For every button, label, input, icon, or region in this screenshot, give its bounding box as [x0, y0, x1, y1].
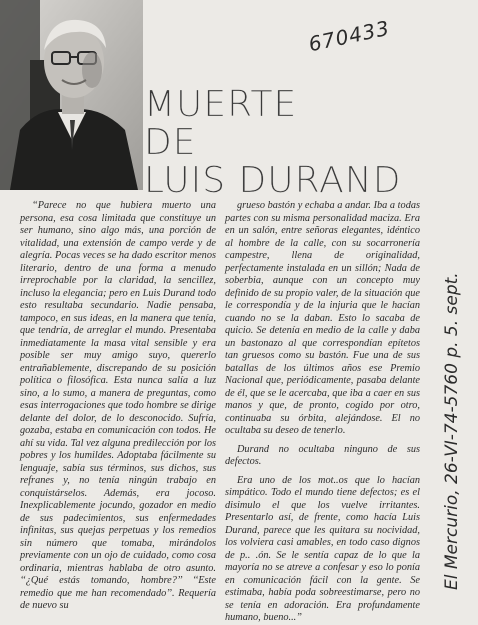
handwritten-number: 670433 — [306, 15, 392, 57]
portrait-image — [0, 0, 143, 190]
paragraph: “Parece no que hubiera muerto una persona, esa cosa limitada que constituye un ser humano, sino algo más, una porción de vitalidad, una extensión de campo verde y de alegría. Pocas veces se ha dado escritor menos literario, dentro de una forma a menudo irreprochable por la claridad, la sencillez, incluso la elegancia; pero en Luis Durand todo esto resultaba secundario. Nadie pensaba, tampoco, en sus ideas, en la manera que tenía, que tendría, de arreglar el mundo. Presentaba inmediatamente la masa vital sensible y era posible ser muy amigo suyo, quererlo entrañablemente, discrepando de su posición política o filosófica. Esta nunca salía a luz sino, a lo sumo, a manera de preguntas, como esas interrogaciones que todo hombre se dirige delante del dolor, de lo desconocido. Sufría, gozaba, estaba en comunicación con todos. He ahí su vida. Tal vez alguna predilección por los pobres y los humildes. Adoptaba fácilmente su lenguaje, sabía sus términos, sus dichos, sus refranes y, no tenía ningún trabajo en conquistárselos. Además, era jocoso. Inexplicablemente jocundo, gozador en medio de sus padecimientos, sus enfermedades infinitas, sus quejas perpetuas y los remedios sin número que tomaba, mirándolos previamente con un ojo de cuidado, como cosa ordinaria, mientras hablaba de otro asunto. ‘‘¿Qué estás tomando, hombre?’’ ‘‘Este remedio que me han recomendado’’. Requería de nuevo su — [20, 200, 216, 611]
article-column-left — [20, 200, 216, 613]
portrait-photo — [0, 0, 143, 190]
article-column-right — [225, 200, 420, 625]
handwritten-source-note — [442, 272, 462, 590]
paragraph: grueso bastón y echaba a andar. Iba a todas partes con su misma personalidad maciza. Era en un salón, entre señoras elegantes, idéntico al hombre de la calle, con su socarronería campestre, llena de originalidad, perfectamente instalada en un sillón; Nada de soberbia, aunque con un concepto muy definido de su propio valer, de la situación que le correspondía y de la injuria que le hacían cuando no se la daban. Esto lo sacaba de quicio. Se detenía en medio de la calle y daba un bastonazo al que correspondían epítetos tan gruesos como su bastón. Fue una de sus batallas de los últimos años ese Premio Nacional que, periódicamente, pasaba delante de él, que se le acercaba, que iba a caer en sus manos y que, de pronto, cogido por otro, continuaba su órbita, alejándose. El no ocultaba su deseo de tenerlo. — [225, 200, 420, 436]
headline-line-1: MUERTE — [144, 84, 298, 125]
headline-line-2: DE — [144, 122, 197, 163]
headline-line-3: LUIS DURAND — [144, 160, 402, 201]
paragraph: Era uno de los mot..os que lo hacían simpático. Todo el mundo tiene defectos; es el disimulo el que los vuelve irritantes. Presentarlo así, de frente, como hacía Luis Durand, parece que les quitara su nocividad, los volviera casi amables, en todo caso dignos de p.. .ón. Se le sentía capaz de lo que la mayoría no se atreve a confesar y eso lo ponía en comunicación fácil con la gente. Se estimaba, había poda sobreestimarse, pero no se tenía en adoración. Era profundamente humano, bueno...” — [225, 474, 420, 623]
source-note-text: El Mercurio, 26-VI-74-5760 p. 5. sept. — [442, 272, 462, 590]
article-headline — [144, 86, 401, 200]
paragraph: Durand no ocultaba ninguno de sus defectos. — [225, 443, 420, 467]
